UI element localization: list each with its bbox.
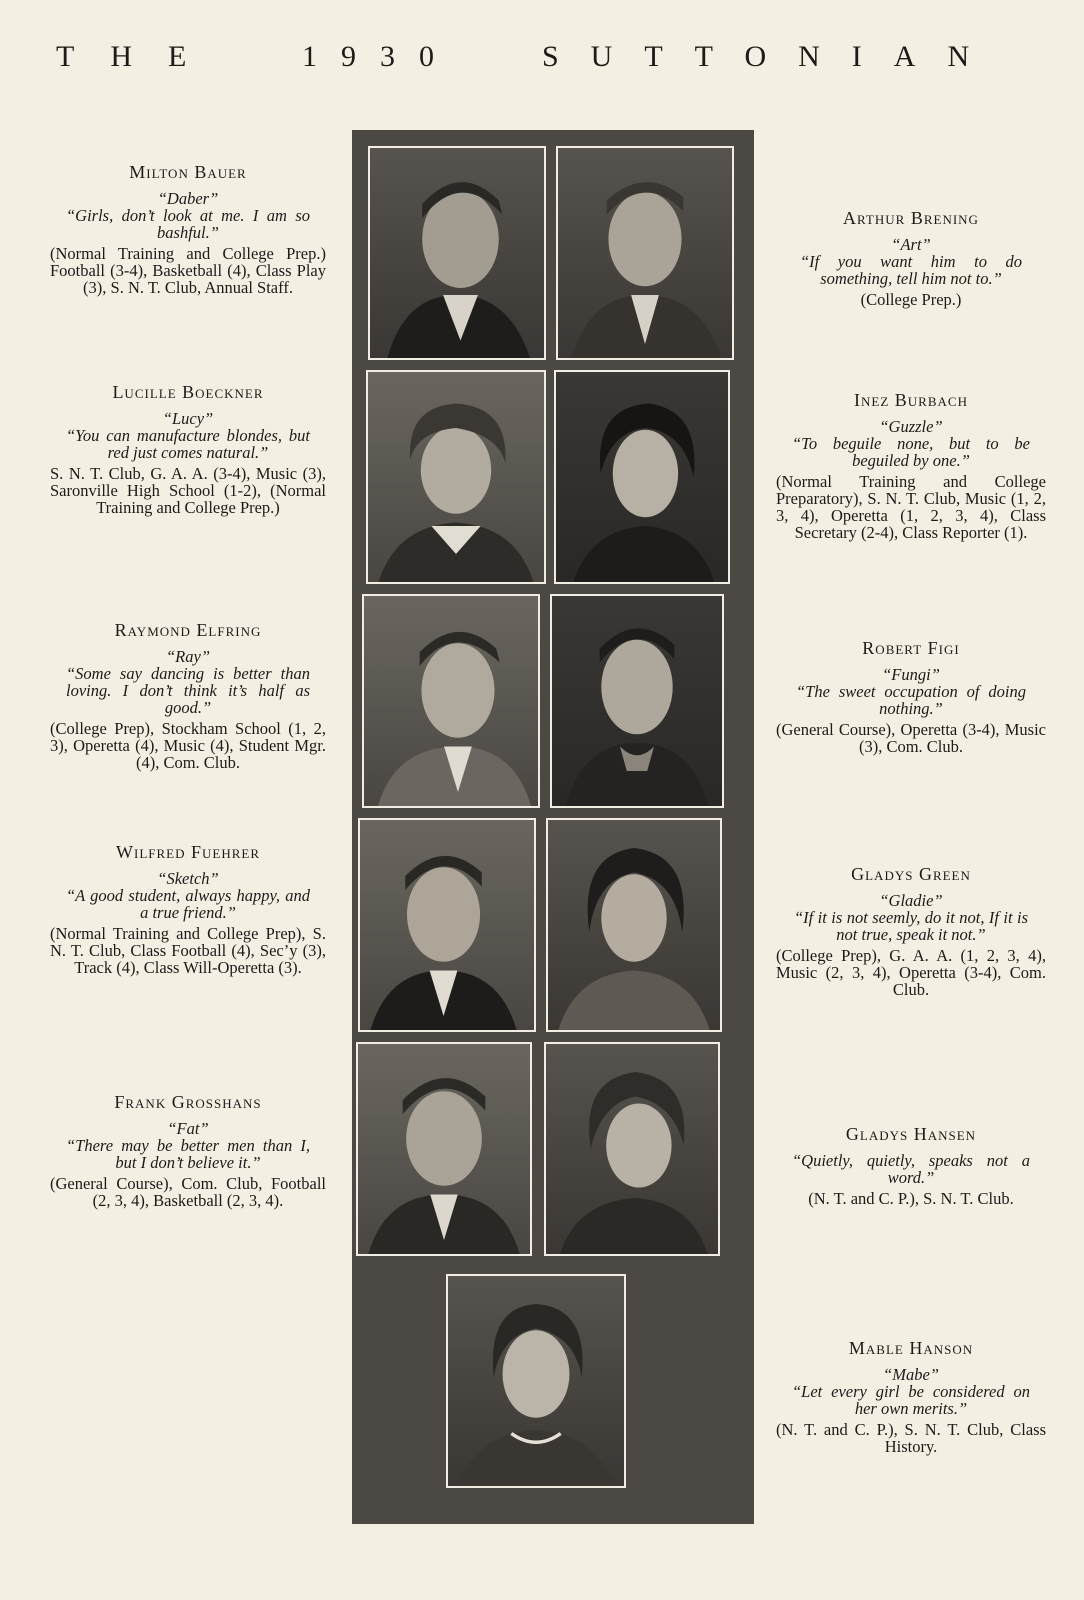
bio-elfring (50, 622, 326, 771)
photo-figi (550, 594, 724, 808)
student-details: (General Course), Operetta (3-4), Music (3), Com. Club. (776, 720, 1046, 756)
header-word-year (302, 40, 458, 74)
student-name: Frank Grosshans (114, 1092, 262, 1112)
student-name: Lucille Boeckner (112, 382, 264, 402)
student-name: Robert Figi (862, 638, 960, 658)
portrait-ghansen (546, 1044, 718, 1254)
student-details: (College Prep), G. A. A. (1, 2, 3, 4), Music (2, 3, 4), Operetta (3-4), Com. Club. (776, 946, 1046, 999)
bio-mhanson (776, 1340, 1046, 1455)
header-text: THE (56, 40, 223, 73)
student-details: (N. T. and C. P.), S. N. T. Club. (808, 1189, 1014, 1208)
bio-burbach (776, 392, 1046, 541)
bio-boeckner (50, 384, 326, 516)
student-nickname: “Fungi” (882, 665, 940, 684)
portrait-burbach (556, 372, 728, 582)
student-quote: “Girls, don’t look at me. I am so bashful.” (66, 206, 310, 242)
photo-ghansen (544, 1042, 720, 1256)
header-word-title (542, 40, 1001, 74)
photo-green (546, 818, 722, 1032)
student-quote: “If you want him to do something, tell him not to.” (800, 252, 1022, 288)
student-details: (College Prep), Stockham School (1, 2, 3), Operetta (4), Music (4), Student Mgr. (4), Com. Club. (50, 719, 326, 772)
student-name: Inez Burbach (854, 390, 968, 410)
portrait-brening (558, 148, 732, 358)
bio-bauer (50, 164, 326, 296)
student-details: (Normal Training and College Preparatory), S. N. T. Club, Music (1, 2, 3, 4), Operetta (1, 2, 3, 4), Class Secretary (2-4), Class Reporter (1). (776, 472, 1046, 542)
portrait-figi (552, 596, 722, 806)
bio-brening (776, 210, 1046, 308)
student-nickname: “Daber” (157, 189, 219, 208)
portrait-boeckner (368, 372, 544, 582)
photo-burbach (554, 370, 730, 584)
student-name: Gladys Hansen (845, 1124, 977, 1144)
student-details: (Normal Training and College Prep.) Football (3-4), Basketball (4), Class Play (3), S. N. T. Club, Annual Staff. (50, 244, 326, 297)
bio-figi (776, 640, 1046, 755)
student-nickname: “Art” (891, 235, 931, 254)
student-nickname: “Ray” (165, 647, 210, 666)
portrait-fuehrer (360, 820, 534, 1030)
bio-ghansen (776, 1126, 1046, 1207)
bio-grosshans (50, 1094, 326, 1209)
photo-panel (352, 130, 754, 1524)
student-quote: “A good student, always happy, and a true friend.” (66, 886, 310, 922)
portrait-grosshans (358, 1044, 530, 1254)
page-header (50, 40, 1050, 80)
student-details: (N. T. and C. P.), S. N. T. Club, Class History. (776, 1420, 1046, 1456)
student-name: Milton Bauer (129, 162, 247, 182)
portrait-green (548, 820, 720, 1030)
portrait-mhanson (448, 1276, 624, 1486)
student-details: S. N. T. Club, G. A. A. (3-4), Music (3), Saronville High School (1-2), (Normal Training and College Prep.) (50, 464, 326, 517)
student-name: Arthur Brening (843, 208, 979, 228)
bio-green (776, 866, 1046, 998)
photo-grosshans (356, 1042, 532, 1256)
student-nickname: “Gladie” (879, 891, 943, 910)
photo-fuehrer (358, 818, 536, 1032)
student-name: Mable Hanson (848, 1338, 974, 1358)
student-quote: “If it is not seemly, do it not, If it is not true, speak it not.” (794, 908, 1028, 944)
portrait-elfring (364, 596, 538, 806)
student-nickname: “Sketch” (157, 869, 219, 888)
student-quote: “To beguile none, but to be beguiled by one.” (792, 434, 1030, 470)
student-quote: “Some say dancing is better than loving. I don’t think it’s half as good.” (66, 664, 310, 717)
student-nickname: “Fat” (167, 1119, 209, 1138)
student-details: (Normal Training and College Prep), S. N. T. Club, Class Football (4), Sec’y (3), Track (4), Class Will-Operetta (3). (50, 924, 326, 977)
student-quote: “Let every girl be considered on her own merits.” (792, 1382, 1030, 1418)
student-nickname: “Guzzle” (879, 417, 943, 436)
photo-mhanson (446, 1274, 626, 1488)
photo-brening (556, 146, 734, 360)
header-text: SUTTONIAN (542, 40, 1002, 73)
student-details: (College Prep.) (860, 290, 962, 309)
bio-fuehrer (50, 844, 326, 976)
photo-bauer (368, 146, 546, 360)
student-details: (General Course), Com. Club, Football (2, 3, 4), Basketball (2, 3, 4). (50, 1174, 326, 1210)
header-word-the (56, 40, 222, 74)
student-nickname: “Lucy” (162, 409, 214, 428)
student-name: Raymond Elfring (114, 620, 262, 640)
header-text: 1930 (302, 40, 458, 73)
student-quote: “There may be better men than I, but I don’t believe it.” (66, 1136, 310, 1172)
portrait-bauer (370, 148, 544, 358)
student-quote: “Quietly, quietly, speaks not a word.” (792, 1151, 1030, 1187)
photo-boeckner (366, 370, 546, 584)
student-nickname: “Mabe” (883, 1365, 939, 1384)
student-name: Gladys Green (851, 864, 971, 884)
student-quote: “You can manufacture blondes, but red just comes natural.” (66, 426, 310, 462)
photo-elfring (362, 594, 540, 808)
student-quote: “The sweet occupation of doing nothing.” (796, 682, 1026, 718)
student-name: Wilfred Fuehrer (116, 842, 260, 862)
